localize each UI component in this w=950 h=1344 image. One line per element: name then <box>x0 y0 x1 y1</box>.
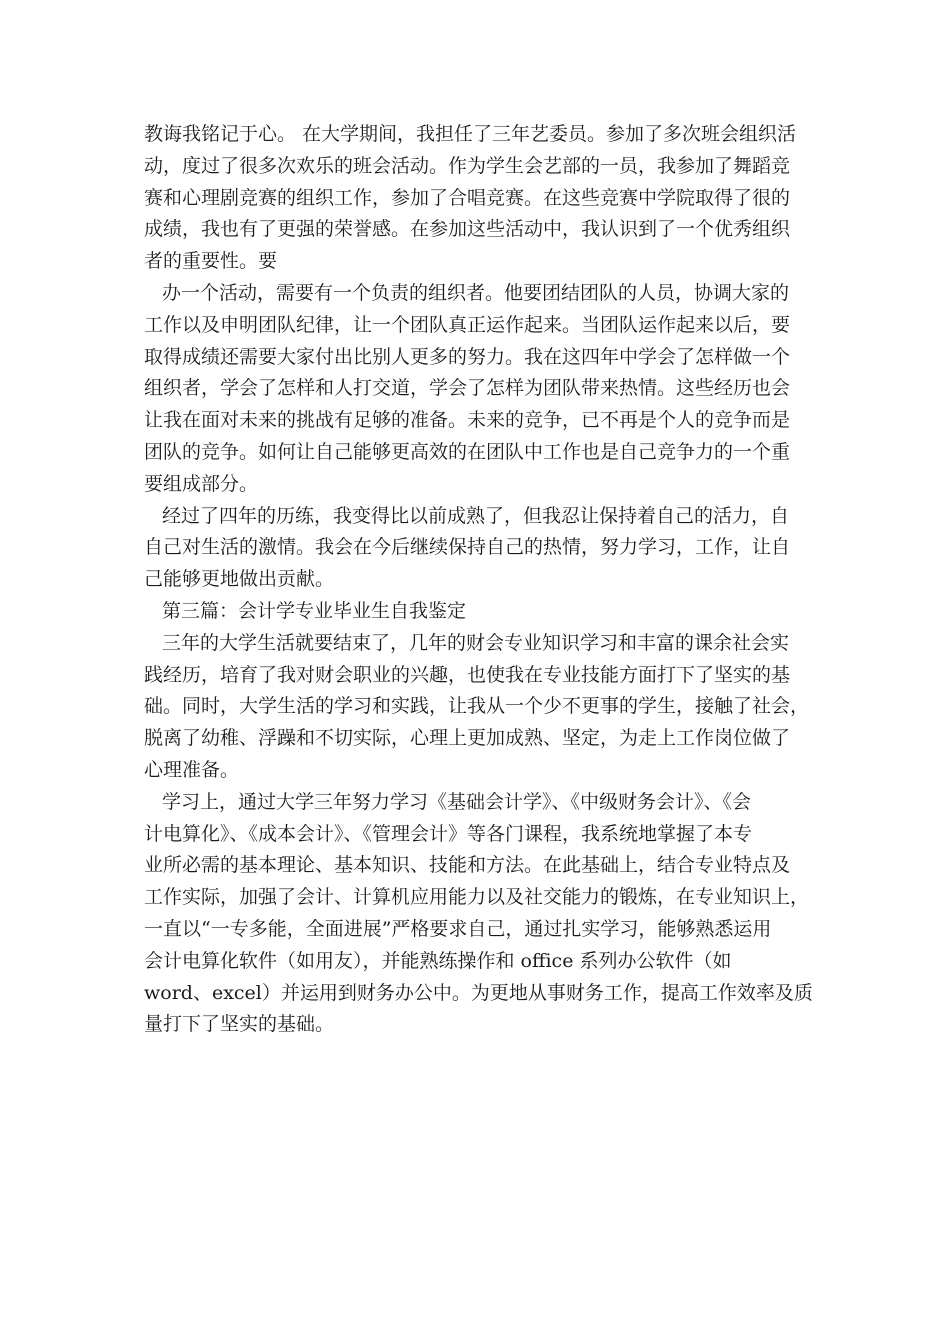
text-line: 要组成部分。 <box>144 472 259 495</box>
document-body <box>144 119 814 1041</box>
text-line: 量打下了坚实的基础。 <box>144 1013 335 1036</box>
text-line: 一直以“一专多能，全面进展”严格要求自己，通过扎实学习，能够熟悉运用 <box>144 917 772 940</box>
text-line: 团队的竞争。如何让自己能够更高效的在团队中工作也是自己竞争力的一个重 <box>144 440 791 463</box>
text-line: 计电算化》、《成本会计》、《管理会计》等各门课程，我系统地掌握了本专 <box>144 822 753 845</box>
text-line: 学习上，通过大学三年努力学习《基础会计学》、《中级财务会计》、《会 <box>162 790 752 813</box>
text-line: 成绩，我也有了更强的荣誉感。在参加这些活动中，我认识到了一个优秀组织 <box>144 218 791 241</box>
text-line: 础。同时，大学生活的学习和实践，让我从一个少不更事的学生，接触了社会， <box>144 695 810 718</box>
text-line: 会计电算化软件（如用友），并能熟练操作和 office 系列办公软件（如 <box>144 949 732 972</box>
text-line: 动，度过了很多次欢乐的班会活动。作为学生会艺部的一员，我参加了舞蹈竞 <box>144 154 791 177</box>
text-line: 组织者，学会了怎样和人打交道，学会了怎样为团队带来热情。这些经历也会 <box>144 377 791 400</box>
text-line: 三年的大学生活就要结束了，几年的财会专业知识学习和丰富的课余社会实 <box>162 631 790 654</box>
text-line: 践经历，培育了我对财会职业的兴趣，也使我在专业技能方面打下了坚实的基 <box>144 663 791 686</box>
text-line: 经过了四年的历练，我变得比以前成熟了，但我忍让保持着自己的活力，自 <box>162 504 790 527</box>
text-line: 工作实际，加强了会计、计算机应用能力以及社交能力的锻炼，在专业知识上， <box>144 886 810 909</box>
text-line: 自己对生活的激情。我会在今后继续保持自己的热情，努力学习，工作，让自 <box>144 536 791 559</box>
text-line: 者的重要性。要 <box>144 250 278 273</box>
text-line: 脱离了幼稚、浮躁和不切实际，心理上更加成熟、坚定，为走上工作岗位做了 <box>144 727 791 750</box>
text-line: 心理准备。 <box>144 758 240 781</box>
text-line: 业所必需的基本理论、基本知识、技能和方法。在此基础上，结合专业特点及 <box>144 854 791 877</box>
text-line: 己能够更地做出贡献。 <box>144 568 335 591</box>
text-line: 第三篇：会计学专业毕业生自我鉴定 <box>162 599 467 622</box>
text-line: 让我在面对未来的挑战有足够的准备。未来的竞争，已不再是个人的竞争而是 <box>144 409 791 432</box>
text-line: 赛和心理剧竞赛的组织工作，参加了合唱竞赛。在这些竞赛中学院取得了很的 <box>144 186 791 209</box>
text-line: word、excel）并运用到财务办公中。为更地从事财务工作，提高工作效率及质 <box>144 981 813 1004</box>
text-line: 工作以及申明团队纪律，让一个团队真正运作起来。当团队运作起来以后，要 <box>144 313 791 336</box>
text-line: 办一个活动，需要有一个负责的组织者。他要团结团队的人员，协调大家的 <box>162 281 790 304</box>
text-line: 取得成绩还需要大家付出比别人更多的努力。我在这四年中学会了怎样做一个 <box>144 345 791 368</box>
text-line: 教诲我铭记于心。 在大学期间，我担任了三年艺委员。参加了多次班会组织活 <box>144 123 797 145</box>
